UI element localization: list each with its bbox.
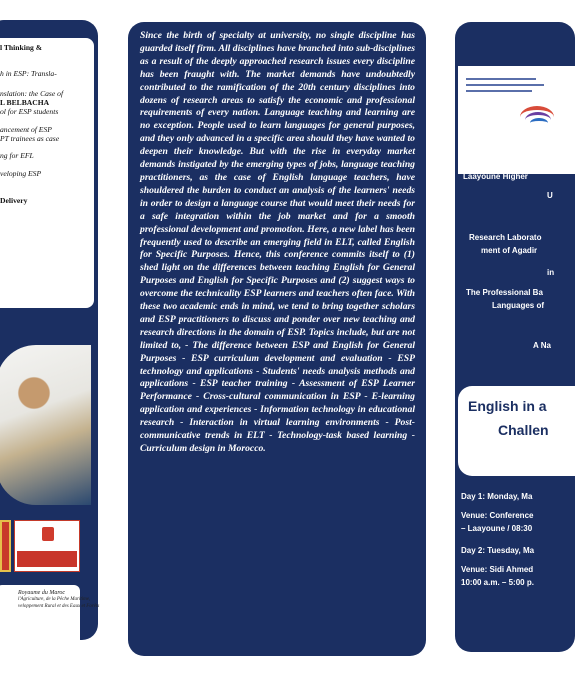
program-card: [0, 38, 94, 308]
schedule-line: Day 1: Monday, Ma: [461, 492, 533, 501]
program-line: PT trainees as case: [0, 133, 60, 143]
organizer-line: U: [547, 191, 553, 200]
organizer-line: Research Laborato: [469, 233, 542, 242]
ministry-line: Royaume du Maroc: [18, 590, 66, 596]
right-panel: [455, 22, 575, 652]
logo-text-line: [466, 84, 544, 86]
conference-description: Since the birth of specialty at university, no single discipline has guarded itself firm. All disciplines have branched into sub-disciplines as a result of the deeply approached research issues every discipline has been fraught with. The market demands have undoubtedly contributed to the ramification of the 20th century disciplines into dozens of research areas to satisfy the economic and professional requirements of every nation. Language teaching and learning are no exception. People used to learn languages for general purposes, and they only advanced in a specific area should they have wanted to deepen their knowledge. But with the rise in everyday market demands instigated by the emerging types of jobs, language teaching practitioners, as the case of English language teachers, have shouldered the burden to conduct an analysis of the learners' needs in order to design a language course that would meet their needs for a safe integration within the job market and for a smooth professional development and promotion. Here, a new label has been frequently used to describe an emerging field in ELT, called English for Specific Purposes. Hence, this conference commits itself to (1) shed light on the differences between teaching English for General Purposes and English for Specific Purposes and (2) suggest ways to overcome the technicality ESP learners and teachers often face. With these two academic ends in mind, we tend to bring together scholars and ESP practitioners to discuss and ponder over new teaching and research directions in the domain of ESP. Topics include, but are not limited to, - The difference between ESP and English for General Purposes - ESP curriculum development and evaluation - ESP technology and applications - Students' needs analysis methods and applications - ESP teacher training - Assessment of ESP Learner Performance - Cross-cultural communication in ESP - E-learning application and experiences - Information technology in educational research - Interaction in virtual learning environments - Post-communicative trends in ELT - Technology-task based learning - Curriculum design in Morocco.: [140, 30, 415, 454]
ministry-card: [0, 585, 100, 657]
conference-title-card: [458, 386, 575, 476]
organizer-line: The Professional Ba: [466, 288, 543, 297]
institute-logo: [14, 520, 80, 572]
program-line: ng for EFL: [0, 151, 34, 161]
organizer-line: in: [547, 268, 555, 277]
ministry-line: l'Agriculture, de la Pêche Maritime,: [18, 597, 91, 603]
center-panel: [128, 22, 426, 656]
university-logo-arc: [530, 118, 548, 128]
program-line: Delivery: [0, 196, 28, 206]
conference-title: Challen: [498, 422, 549, 438]
program-line: l Thinking &: [0, 43, 43, 52]
university-logo-card: [458, 66, 575, 174]
program-line: ol for ESP students: [0, 106, 59, 116]
program-line: nslation: the Case of: [0, 88, 64, 98]
schedule-line: Venue: Conference: [461, 511, 534, 520]
conference-title: English in a: [468, 398, 547, 414]
program-line: [0, 179, 90, 188]
logo-text-line: [466, 78, 536, 80]
program-line: [0, 79, 90, 88]
program-line: veloping ESP: [0, 169, 42, 179]
sponsor-logo: [0, 520, 11, 572]
schedule-line: Day 2: Tuesday, Ma: [461, 546, 535, 555]
program-line: h in ESP: Transla-: [0, 68, 57, 78]
organizer-line: Laayoune Higher: [463, 172, 528, 181]
students-photo: [0, 345, 91, 505]
organizer-line: A Na: [533, 341, 551, 350]
schedule-line: Venue: Sidi Ahmed: [461, 565, 534, 574]
organizer-line: ment of Agadir: [481, 246, 538, 255]
program-line: [0, 53, 90, 62]
program-line: L BELBACHA: [0, 97, 50, 107]
organizer-line: Languages of: [492, 301, 545, 310]
left-panel: [0, 20, 98, 640]
schedule-line: 10:00 a.m. – 5:00 p.: [461, 578, 534, 587]
logo-text-line: [466, 90, 532, 92]
ministry-line: veloppement Rural et des Eaux et Forêts: [18, 603, 100, 609]
logo-banner: [17, 551, 77, 567]
program-line: ancement of ESP: [0, 124, 52, 134]
emblem-icon: [42, 527, 54, 541]
schedule-line: – Laayoune / 08:30: [461, 524, 533, 533]
